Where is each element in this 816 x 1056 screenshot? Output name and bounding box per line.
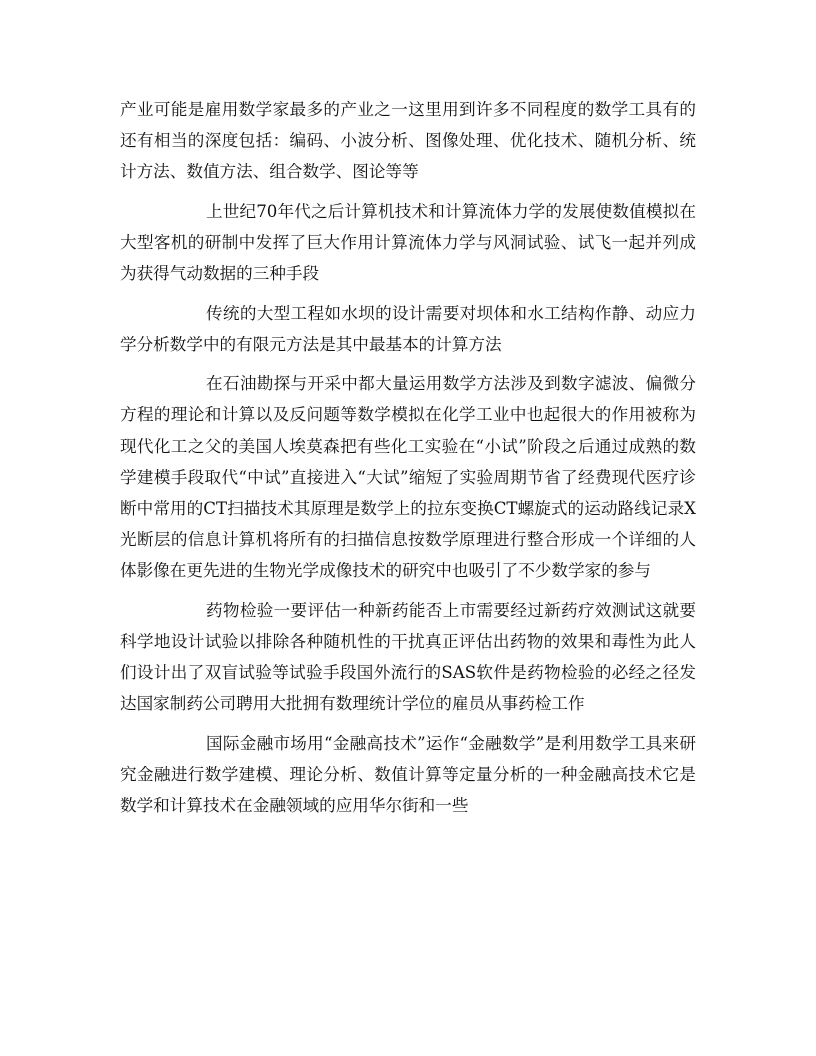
paragraph-6: 国际金融市场用“金融高技术”运作“金融数学”是利用数学工具来研究金融进行数学建模、理论分析、数值计算等定量分析的一种金融高技术它是数学和计算技术在金融领域的应用华尔街和一些	[120, 733, 696, 816]
paragraph-5: 药物检验一要评估一种新药能否上市需要经过新药疗效测试这就要科学地设计试验以排除各种随机性的干扰真正评估出药物的效果和毒性为此人们设计出了双盲试验等试验手段国外流行的SAS软件是药物检验的必经之径发达国家制药公司聘用大批拥有数理统计学位的雇员从事药检工作	[120, 600, 696, 714]
body-text	[120, 94, 696, 830]
paragraph-4: 在石油勘探与开采中都大量运用数学方法涉及到数字滤波、偏微分方程的理论和计算以及反问题等数学模拟在化学工业中也起很大的作用被称为现代化工之父的美国人埃莫森把有些化工实验在“小试”阶段之后通过成熟的数学建模手段取代“中试”直接进入“大试”缩短了实验周期节省了经费现代医疗诊断中常用的CT扫描技术其原理是数学上的拉东变换CT螺旋式的运动路线记录X光断层的信息计算机将所有的扫描信息按数学原理进行整合形成一个详细的人体影像在更先进的生物光学成像技术的研究中也吸引了不少数学家的参与	[120, 374, 696, 581]
paragraph-2: 上世纪70年代之后计算机技术和计算流体力学的发展使数值模拟在大型客机的研制中发挥了巨大作用计算流体力学与风洞试验、试飞一起并列成为获得气动数据的三种手段	[120, 201, 696, 284]
paragraph-1: 产业可能是雇用数学家最多的产业之一这里用到许多不同程度的数学工具有的还有相当的深度包括：编码、小波分析、图像处理、优化技术、随机分析、统计方法、数值方法、组合数学、图论等等	[120, 100, 696, 182]
paragraph-3: 传统的大型工程如水坝的设计需要对坝体和水工结构作静、动应力学分析数学中的有限元方法是其中最基本的计算方法	[120, 303, 696, 354]
